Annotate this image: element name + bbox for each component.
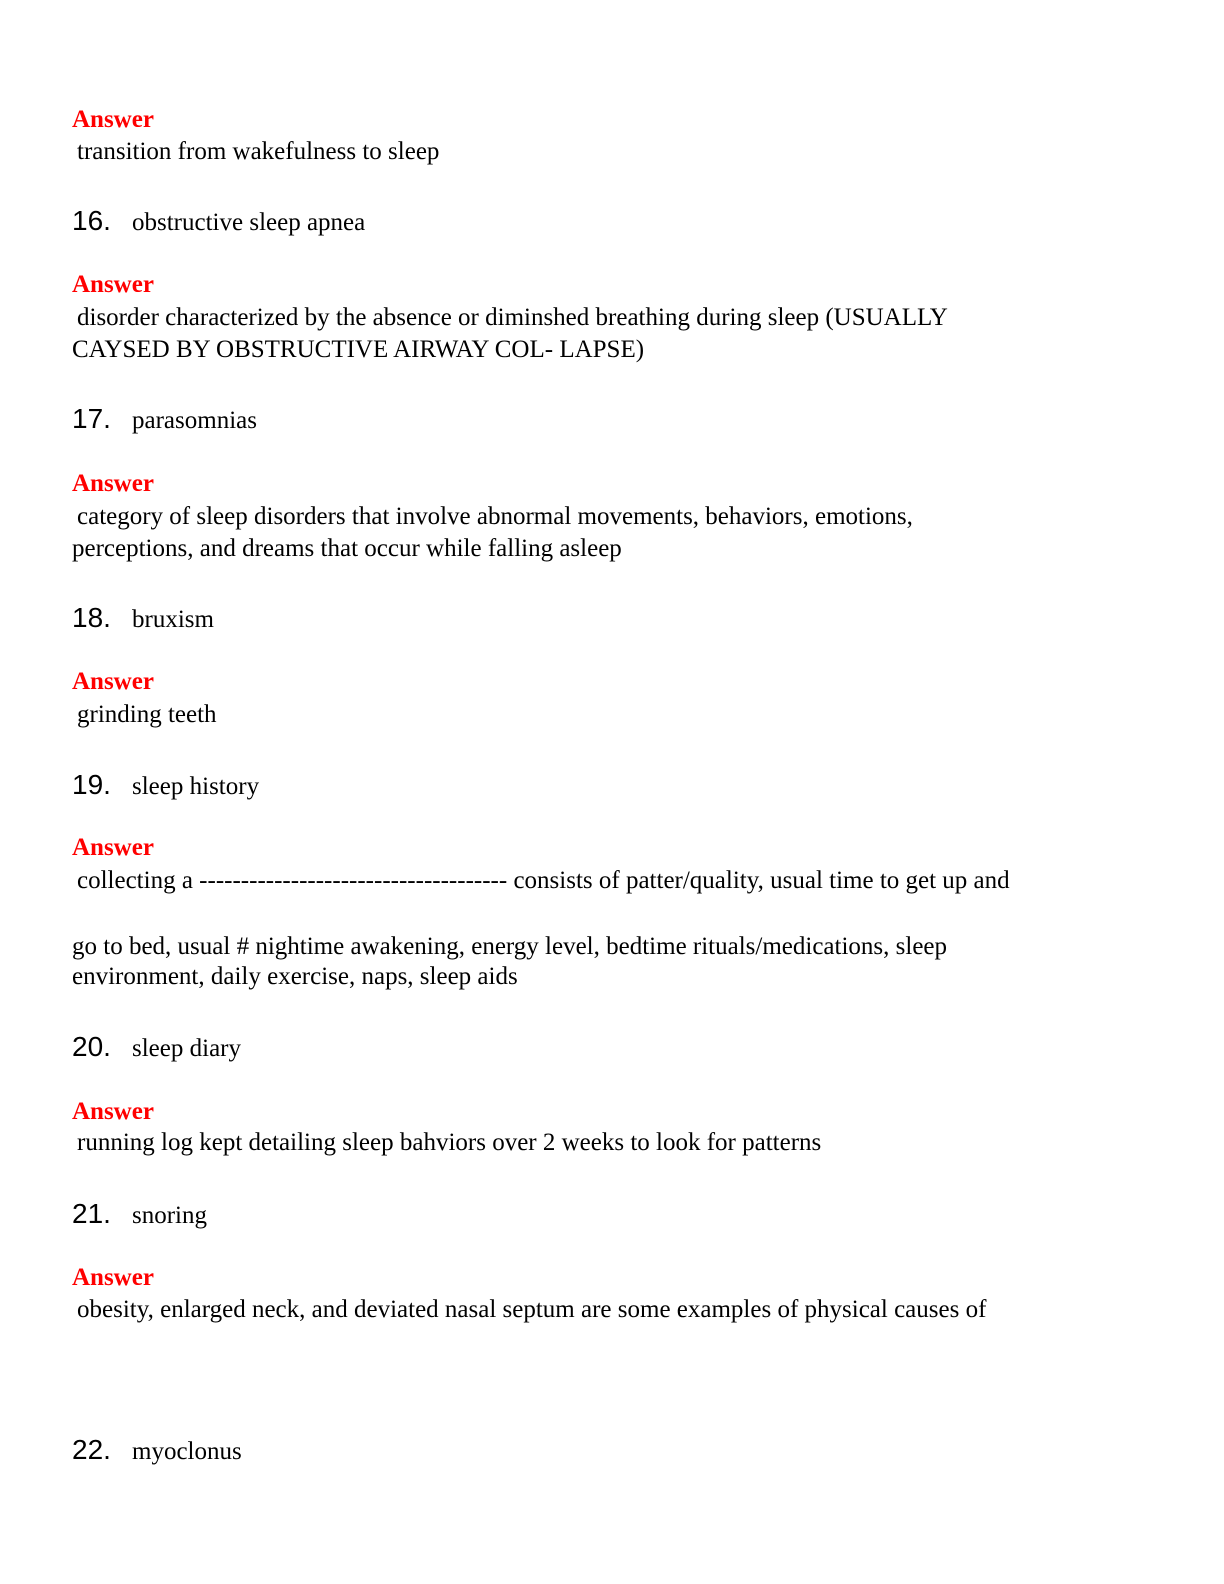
question-number: 19. [72, 769, 111, 800]
question-row [72, 206, 365, 238]
question-row [72, 1199, 207, 1231]
answer-label: Answer [72, 834, 154, 861]
answer-label: Answer [72, 271, 154, 298]
question-number: 17. [72, 403, 111, 434]
answer-label: Answer [72, 668, 154, 695]
answer-text: running log kept detailing sleep bahviors over 2 weeks to look for patterns [77, 1129, 822, 1156]
question-row [72, 404, 257, 436]
question-number: 20. [72, 1031, 111, 1062]
answer-text: CAYSED BY OBSTRUCTIVE AIRWAY COL- LAPSE) [72, 336, 645, 363]
question-number: 21. [72, 1198, 111, 1229]
question-term: parasomnias [132, 407, 257, 434]
question-number: 18. [72, 602, 111, 633]
question-term: bruxism [132, 606, 214, 633]
question-term: sleep history [132, 773, 260, 800]
answer-text: category of sleep disorders that involve abnormal movements, behaviors, emotions, [77, 503, 913, 530]
question-term: obstructive sleep apnea [132, 209, 366, 236]
answer-label: Answer [72, 470, 154, 497]
answer-label: Answer [72, 1264, 154, 1291]
question-number: 16. [72, 205, 111, 236]
question-term: myoclonus [132, 1438, 242, 1465]
question-row [72, 1435, 242, 1467]
question-number: 22. [72, 1434, 111, 1465]
question-row [72, 770, 259, 802]
question-row [72, 603, 214, 635]
answer-label: Answer [72, 106, 154, 133]
answer-text: grinding teeth [77, 701, 217, 728]
question-term: snoring [132, 1202, 207, 1229]
answer-text: go to bed, usual # nightime awakening, energy level, bedtime rituals/medications, sleep [72, 933, 948, 960]
answer-label: Answer [72, 1098, 154, 1125]
answer-text: perceptions, and dreams that occur while falling asleep [72, 535, 622, 562]
answer-text: transition from wakefulness to sleep [77, 138, 440, 165]
answer-text: collecting a ------------------------------------- consists of patter/quality, usual time to get up and [77, 867, 1010, 894]
answer-text: disorder characterized by the absence or diminshed breathing during sleep (USUALLY [77, 304, 948, 331]
question-row [72, 1032, 241, 1064]
question-term: sleep diary [132, 1035, 241, 1062]
answer-text: environment, daily exercise, naps, sleep aids [72, 963, 518, 990]
answer-text: obesity, enlarged neck, and deviated nasal septum are some examples of physical causes of [77, 1296, 987, 1323]
